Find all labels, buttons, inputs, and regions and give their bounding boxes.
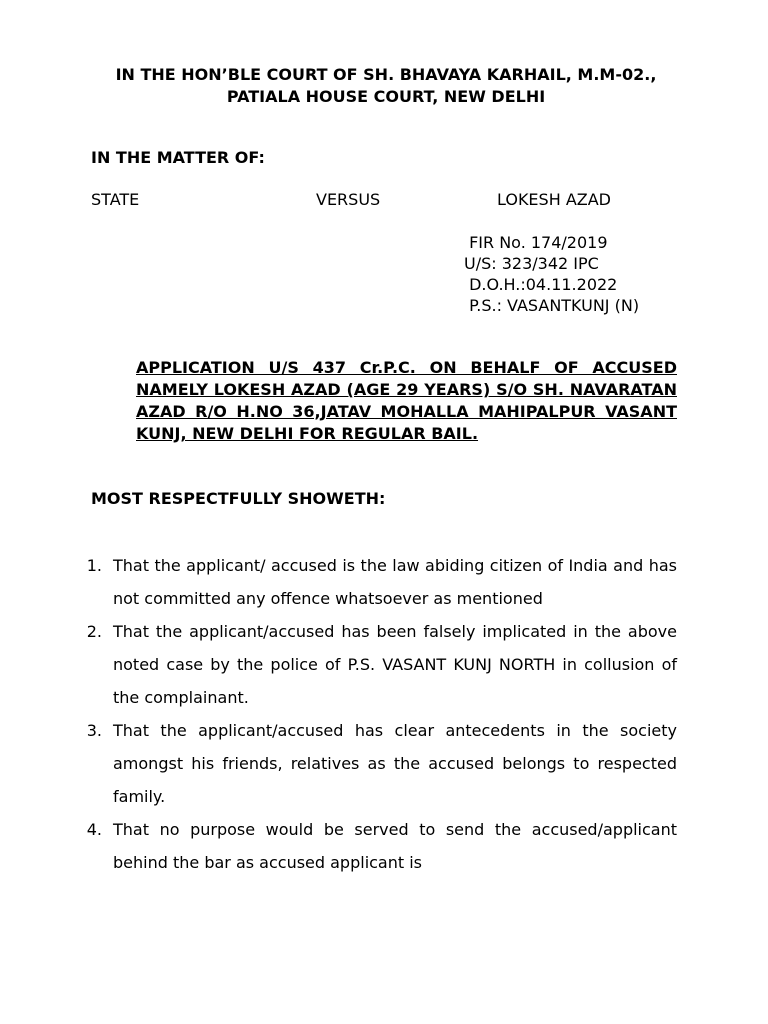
list-item-number: 3. xyxy=(86,721,102,740)
sections: U/S: 323/342 IPC xyxy=(464,254,599,273)
list-item xyxy=(66,714,677,813)
list-item-number: 2. xyxy=(86,622,102,641)
list-item-number: 4. xyxy=(86,820,102,839)
party-state: STATE xyxy=(91,190,140,209)
list-item-text: That the applicant/accused has been falsely implicated in the above noted case by the police of P.S. VASANT KUNJ NORTH in collusion of the complainant. xyxy=(113,622,677,707)
party-accused: LOKESH AZAD xyxy=(497,190,611,209)
application-title: APPLICATION U/S 437 Cr.P.C. ON BEHALF OF ACCUSED NAMELY LOKESH AZAD (AGE 29 YEARS) S/O SH. NAVARATAN AZAD R/O H.NO 36,JATAV MOHALLA MAHIPALPUR VASANT KUNJ, NEW DELHI FOR REGULAR BAIL. xyxy=(136,358,677,443)
list-item-number: 1. xyxy=(86,556,102,575)
police-station: P.S.: VASANTKUNJ (N) xyxy=(464,296,640,315)
showeth-heading: MOST RESPECTFULLY SHOWETH: xyxy=(91,489,386,508)
versus-label: VERSUS xyxy=(316,190,381,209)
list-item xyxy=(66,615,677,714)
list-item-text: That the applicant/accused has clear antecedents in the society amongst his friends, relatives as the accused belongs to respected family. xyxy=(113,721,677,806)
grounds-list xyxy=(66,549,677,879)
court-title: IN THE HON’BLE COURT OF SH. BHAVAYA KARHAIL, M.M-02., PATIALA HOUSE COURT, NEW DELHI xyxy=(115,65,657,106)
list-item xyxy=(66,813,677,879)
matter-of-heading: IN THE MATTER OF: xyxy=(91,148,265,167)
list-item xyxy=(66,549,677,615)
fir-number: FIR No. 174/2019 xyxy=(464,233,608,252)
date-of-hearing: D.O.H.:04.11.2022 xyxy=(464,275,618,294)
case-details xyxy=(464,232,639,316)
list-item-text: That no purpose would be served to send the accused/applicant behind the bar as accused applicant is xyxy=(113,820,677,872)
list-item-text: That the applicant/ accused is the law abiding citizen of India and has not committed any offence whatsoever as mentioned xyxy=(113,556,677,608)
